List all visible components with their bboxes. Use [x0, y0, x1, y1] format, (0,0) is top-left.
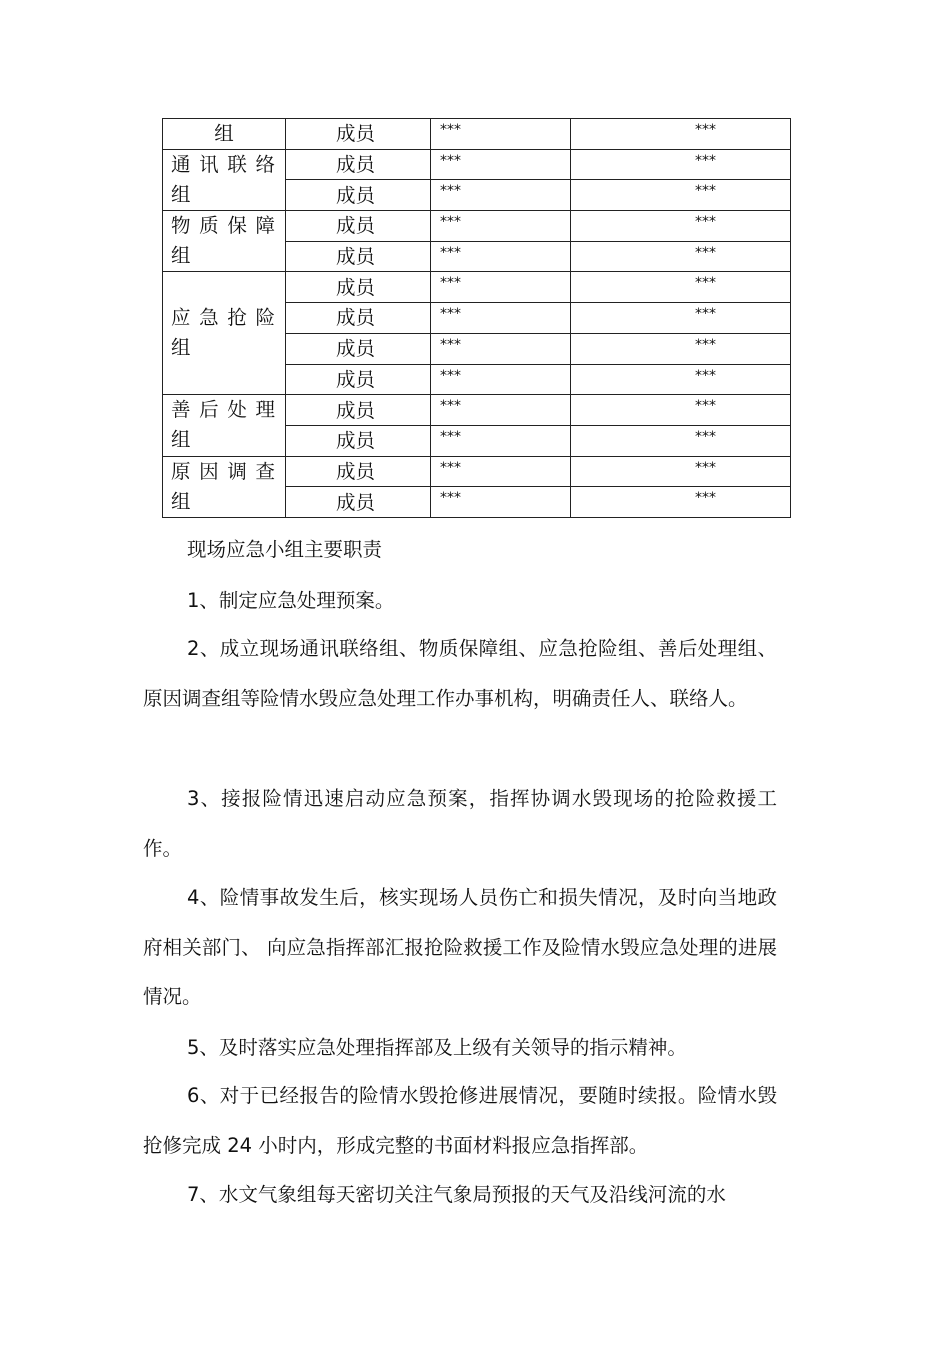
group-cell: 组	[163, 119, 286, 150]
table-row	[163, 119, 791, 150]
group-label-line: 组	[171, 428, 191, 452]
duty-paragraph-1: 1、制定应急处理预案。	[187, 589, 395, 612]
table-row	[163, 456, 791, 487]
table-row	[163, 149, 791, 180]
name-cell: ***	[431, 149, 571, 180]
role-cell: 成员	[286, 456, 431, 487]
name-cell: ***	[431, 119, 571, 150]
group-label-line: 原 因 调 查	[171, 459, 275, 483]
name-cell: ***	[431, 333, 571, 364]
name-cell: ***	[431, 487, 571, 518]
name-cell: ***	[431, 395, 571, 426]
section-heading: 现场应急小组主要职责	[187, 538, 383, 561]
group-label-line: 通 讯 联 络	[171, 152, 275, 176]
phone-cell: ***	[571, 395, 791, 426]
group-cell-aftermath	[163, 395, 286, 456]
group-label-line: 应 急 抢 险	[171, 306, 275, 330]
group-cell-investigation	[163, 456, 286, 517]
phone-cell: ***	[571, 425, 791, 456]
duty-paragraph-5: 5、及时落实应急处理指挥部及上级有关领导的指示精神。	[187, 1036, 687, 1059]
group-label-line: 组	[171, 489, 191, 513]
group-cell-communication	[163, 149, 286, 210]
phone-cell: ***	[571, 272, 791, 303]
phone-cell: ***	[571, 303, 791, 334]
duty-paragraph-7: 7、水文气象组每天密切关注气象局预报的天气及沿线河流的水	[187, 1183, 726, 1206]
name-cell: ***	[431, 180, 571, 211]
role-cell: 成员	[286, 211, 431, 242]
role-cell: 成员	[286, 180, 431, 211]
name-cell: ***	[431, 364, 571, 395]
phone-cell: ***	[571, 211, 791, 242]
duty-paragraph-4: 4、险情事故发生后，核实现场人员伤亡和损失情况，及时向当地政府相关部门、 向应急指挥部汇报抢险救援工作及险情水毁应急处理的进展情况。	[143, 886, 777, 1008]
phone-cell: ***	[571, 487, 791, 518]
role-cell: 成员	[286, 149, 431, 180]
table-row	[163, 272, 791, 303]
group-label-line: 善 后 处 理	[171, 398, 275, 422]
name-cell: ***	[431, 303, 571, 334]
name-cell: ***	[431, 425, 571, 456]
role-cell: 成员	[286, 303, 431, 334]
role-cell: 成员	[286, 364, 431, 395]
group-label-line: 组	[171, 182, 191, 206]
name-cell: ***	[431, 241, 571, 272]
phone-cell: ***	[571, 180, 791, 211]
role-cell: 成员	[286, 425, 431, 456]
table-row	[163, 395, 791, 426]
duty-paragraph-3: 3、接报险情迅速启动应急预案，指挥协调水毁现场的抢险救援工作。	[143, 787, 777, 860]
table-row	[163, 211, 791, 242]
phone-cell: ***	[571, 241, 791, 272]
name-cell: ***	[431, 211, 571, 242]
role-cell: 成员	[286, 487, 431, 518]
duty-paragraph-2: 2、成立现场通讯联络组、物质保障组、应急抢险组、善后处理组、原因调查组等险情水毁应急处理工作办事机构，明确责任人、联络人。	[143, 637, 777, 710]
name-cell: ***	[431, 456, 571, 487]
group-label-line: 物 质 保 障	[171, 214, 275, 238]
group-cell-supply	[163, 211, 286, 272]
group-label-line: 组	[171, 244, 191, 268]
role-cell: 成员	[286, 272, 431, 303]
role-cell: 成员	[286, 241, 431, 272]
role-cell: 成员	[286, 119, 431, 150]
phone-cell: ***	[571, 364, 791, 395]
emergency-team-table	[162, 118, 791, 518]
duty-paragraph-6: 6、对于已经报告的险情水毁抢修进展情况，要随时续报。险情水毁抢修完成 24 小时内，形成完整的书面材料报应急指挥部。	[143, 1084, 777, 1157]
group-cell-rescue	[163, 272, 286, 395]
group-label-line: 组	[171, 336, 191, 360]
role-cell: 成员	[286, 333, 431, 364]
phone-cell: ***	[571, 456, 791, 487]
phone-cell: ***	[571, 333, 791, 364]
phone-cell: ***	[571, 149, 791, 180]
phone-cell: ***	[571, 119, 791, 150]
name-cell: ***	[431, 272, 571, 303]
role-cell: 成员	[286, 395, 431, 426]
